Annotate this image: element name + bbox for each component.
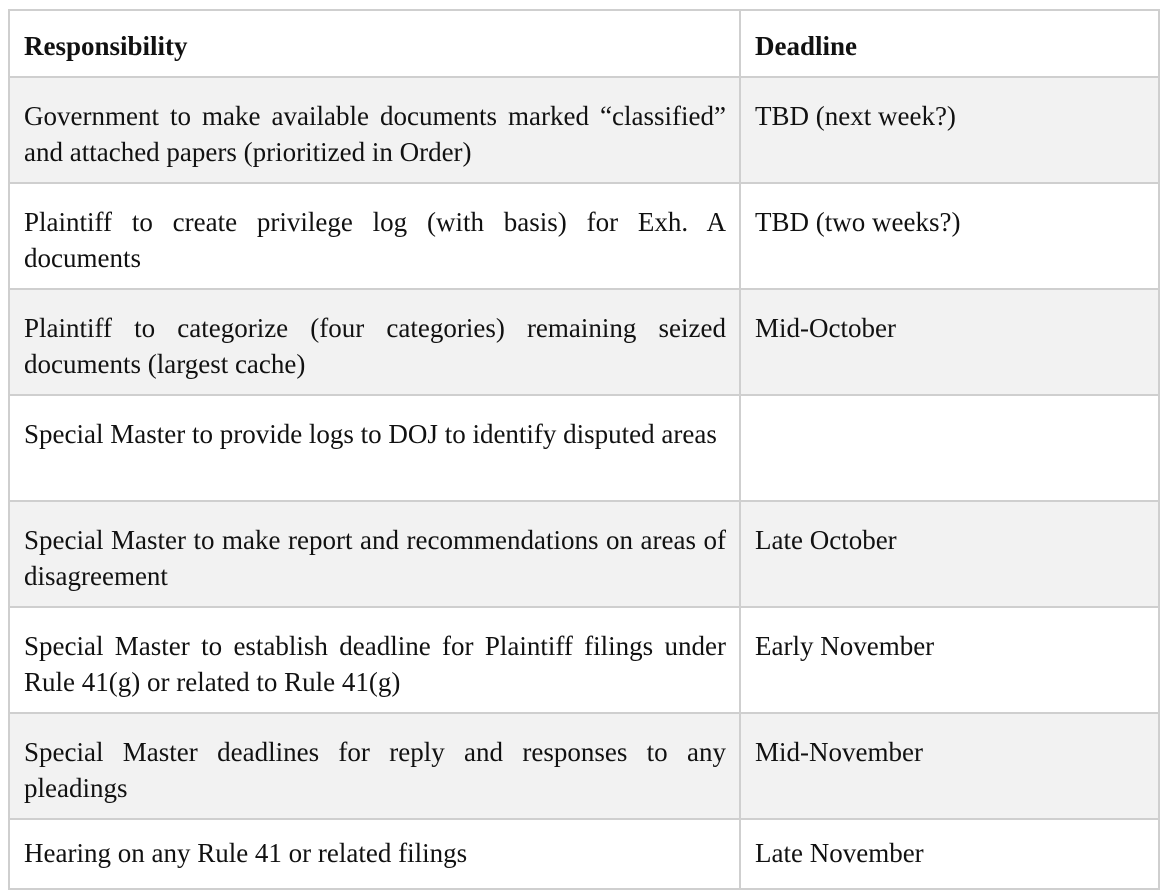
- responsibility-cell: Plaintiff to create privilege log (with basis) for Exh. A documents: [9, 183, 740, 289]
- header-deadline: Deadline: [740, 10, 1159, 77]
- table-row: [9, 77, 1159, 183]
- responsibility-cell: Special Master to provide logs to DOJ to identify disputed areas: [9, 395, 740, 501]
- deadline-cell: Mid-November: [740, 713, 1159, 819]
- table-row: [9, 501, 1159, 607]
- deadline-cell: TBD (two weeks?): [740, 183, 1159, 289]
- responsibility-cell: Hearing on any Rule 41 or related filings: [9, 819, 740, 889]
- deadline-cell: TBD (next week?): [740, 77, 1159, 183]
- schedule-table: [8, 9, 1160, 890]
- deadline-cell: [740, 395, 1159, 501]
- deadline-cell: Early November: [740, 607, 1159, 713]
- table-header-row: [9, 10, 1159, 77]
- table-row: [9, 713, 1159, 819]
- responsibility-cell: Special Master to establish deadline for Plaintiff filings under Rule 41(g) or related to Rule 41(g): [9, 607, 740, 713]
- table-row: [9, 607, 1159, 713]
- header-responsibility: Responsibility: [9, 10, 740, 77]
- table-row: [9, 183, 1159, 289]
- deadline-cell: Late October: [740, 501, 1159, 607]
- table-row: [9, 289, 1159, 395]
- responsibility-cell: Special Master deadlines for reply and responses to any pleadings: [9, 713, 740, 819]
- responsibility-cell: Plaintiff to categorize (four categories) remaining seized documents (largest cache): [9, 289, 740, 395]
- table-row: [9, 819, 1159, 889]
- deadline-cell: Late November: [740, 819, 1159, 889]
- deadline-cell: Mid-October: [740, 289, 1159, 395]
- schedule-table-container: [8, 9, 1160, 890]
- responsibility-cell: Government to make available documents marked “classified” and attached papers (prioritized in Order): [9, 77, 740, 183]
- table-row: [9, 395, 1159, 501]
- responsibility-cell: Special Master to make report and recommendations on areas of disagreement: [9, 501, 740, 607]
